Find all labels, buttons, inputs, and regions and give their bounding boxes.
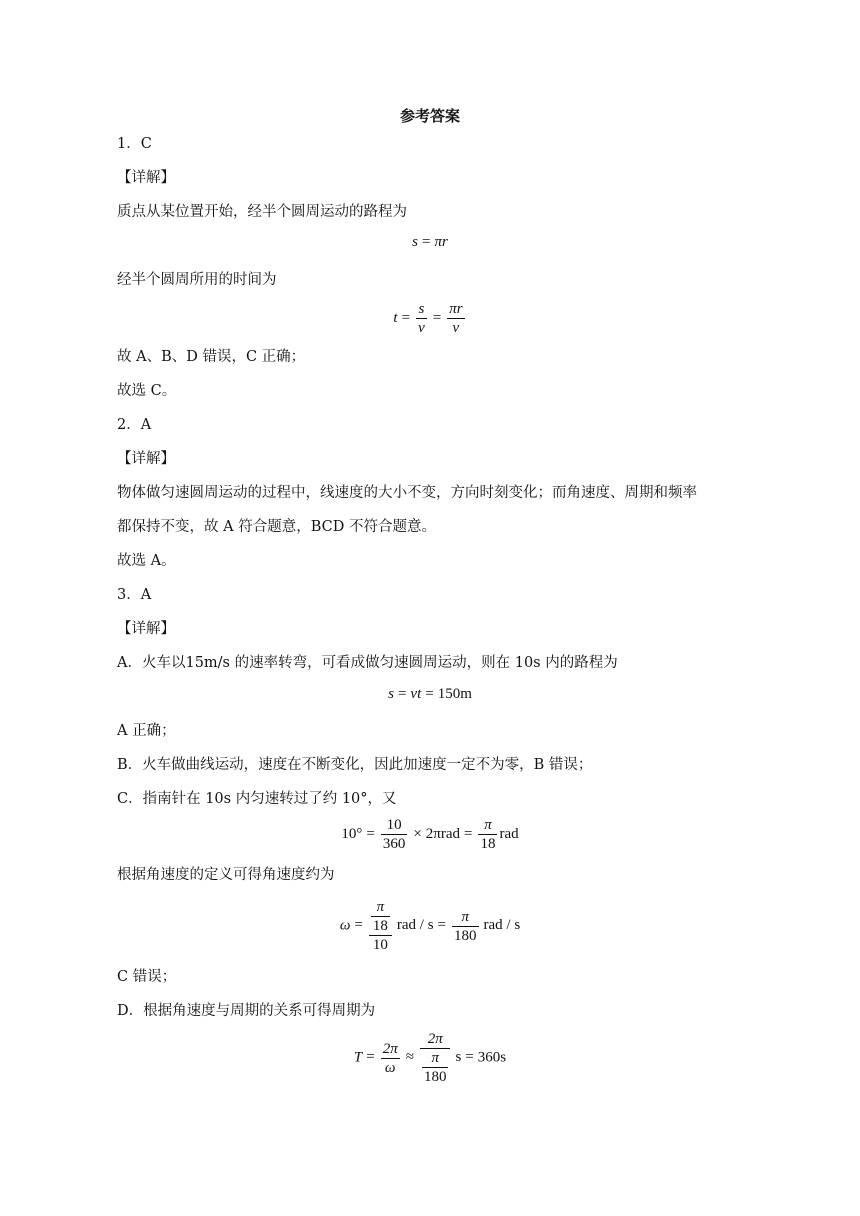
q2-detail-label: 【详解】 (117, 451, 175, 467)
q2-text-1: 物体做匀速圆周运动的过程中，线速度的大小不变，方向时刻变化；而角速度、周期和频率 (117, 485, 697, 501)
q3-d-text: D．根据角速度与周期的关系可得周期为 (117, 1003, 376, 1019)
fraction: $\frac{\pi}{18}$ (480, 817, 496, 852)
q3-b-text: B．火车做曲线运动，速度在不断变化，因此加速度一定不为零，B 错误； (117, 757, 593, 773)
q3-d-equation: T = $\frac{2\pi}{\omega}$ ≈ $\frac{2\pi}{\frac{\pi}{180}}$ s = 360s (353, 1031, 507, 1085)
q1-answer: 1．C (117, 136, 152, 152)
fraction: $\frac{2\pi}{\omega}$ (382, 1040, 398, 1076)
q3-a-result: A 正确； (117, 723, 176, 739)
q3-c-equation-2: ω = $\frac{\frac{\pi}{18}}{10}$ rad / s = $\frac{\pi}{180}$ rad / s (339, 899, 521, 953)
q2-text-3: 故选 A。 (117, 553, 176, 569)
q1-text-3: 故 A、B、D 错误，C 正确； (117, 349, 306, 365)
q1-text-2: 经半个圆周所用的时间为 (117, 272, 277, 288)
q3-a-text: A．火车以15m/s 的速率转弯，可看成做匀速圆周运动，则在 10s 内的路程为 (117, 655, 618, 671)
q3-a-equation: s = vt = 150m (388, 686, 472, 702)
eq-var: t (393, 309, 398, 326)
eq-var: s (412, 234, 418, 250)
q2-answer: 2．A (117, 417, 152, 433)
q1-text-4: 故选 C。 (117, 383, 177, 399)
q3-c-equation-1: 10° = $\frac{10}{360}$ × 2πrad = $\frac{\pi}{18}$ rad (341, 817, 519, 852)
fraction: $\frac{\pi r}{v}$ (449, 301, 463, 336)
q3-c-text: C．指南针在 10s 内匀速转过了约 10°，又 (117, 791, 397, 807)
q1-equation-1: s = πr (412, 234, 448, 250)
fraction: $\frac{\pi}{180}$ (454, 908, 477, 944)
q2-text-2: 都保持不变，故 A 符合题意，BCD 不符合题意。 (117, 519, 436, 535)
q3-c-text-2: 根据角速度的定义可得角速度约为 (117, 867, 335, 883)
q1-equation-2: t = $\frac{s}{v}$ = $\frac{\pi r}{v}$ (393, 301, 463, 336)
q1-text-1: 质点从某位置开始，经半个圆周运动的路程为 (117, 204, 407, 220)
q3-answer: 3．A (117, 587, 152, 603)
q1-detail-label: 【详解】 (117, 170, 175, 186)
fraction: $\frac{s}{v}$ (418, 301, 425, 336)
page-title: 参考答案 (399, 107, 460, 125)
compound-fraction: $\frac{2\pi}{\frac{\pi}{180}}$ (420, 1030, 451, 1086)
fraction: $\frac{10}{360}$ (382, 817, 406, 852)
eq-expr: πr (434, 234, 448, 250)
compound-fraction: $\frac{\frac{\pi}{18}}{10}$ (369, 898, 392, 954)
q3-c-result: C 错误； (117, 969, 177, 985)
q3-detail-label: 【详解】 (117, 621, 175, 637)
